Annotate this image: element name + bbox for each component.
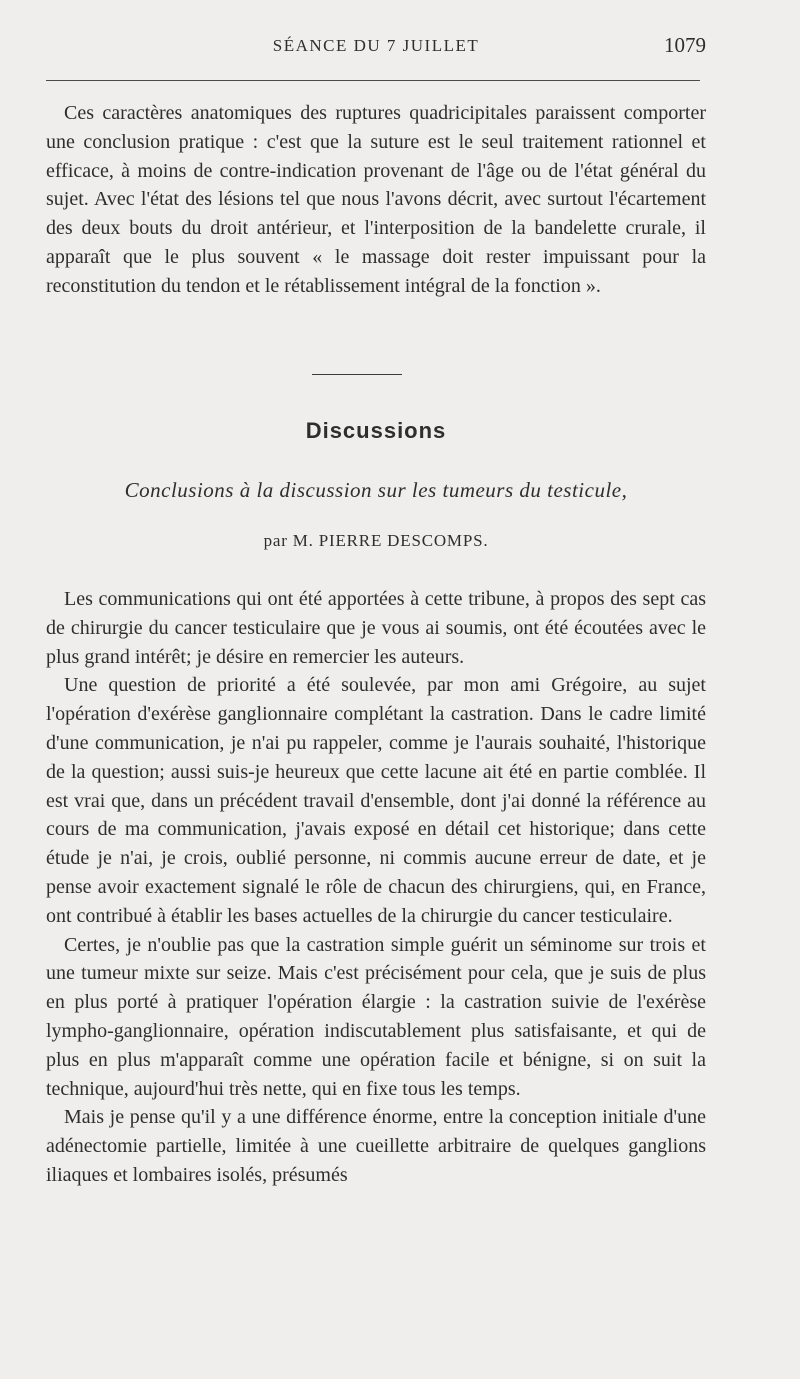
- page-header: [46, 33, 706, 64]
- intro-paragraph: Ces caractères anatomiques des ruptures quadricipitales paraissent comporter une conclusion pratique : c'est que la suture est le seul traitement rationnel et efficace, à moins de contre-indication provenant de l'âge ou de l'état général du sujet. Avec l'état des lésions tel que nous l'avons décrit, avec surtout l'écartement des deux bouts du droit antérieur, et l'interposition de la bandelette crurale, il apparaît que le plus souvent « le massage doit rester impuissant pour la reconstitution du tendon et le rétablissement intégral de la fonction ».: [46, 102, 706, 297]
- paragraph-3: Certes, je n'oublie pas que la castration simple guérit un séminome sur trois et une tumeur mixte sur seize. Mais c'est précisément pour cela, que je suis de plus en plus porté à pratiquer l'opération élargie : la castration suivie de l'exérèse lympho-ganglionnaire, opération indiscutablement plus satisfaisante, et qui de plus en plus m'apparaît comme une opération facile et bénigne, si on suit la technique, aujourd'hui très nette, qui en fixe tous les temps.: [46, 933, 706, 1100]
- paragraph-2: Une question de priorité a été soulevée, par mon ami Grégoire, au sujet l'opération d'exérèse ganglionnaire complétant la castration. Dans le cadre limité d'une communication, je n'ai pu rappeler, comme je l'aurais souhaité, l'historique de la question; aussi suis-je heureux que cette lacune ait été en partie comblée. Il est vrai que, dans un précédent travail d'ensemble, dont j'ai donné la référence au cours de ma communication, j'avais exposé en détail cet historique; dans cette étude je n'ai, je crois, oublié personne, ni commis aucune erreur de date, et je pense avoir exactement signalé le rôle de chacun des chirurgiens, qui, en France, ont contribué à établir les bases actuelles de la chirurgie du cancer testiculaire.: [46, 674, 706, 927]
- paragraph-4: Mais je pense qu'il y a une différence énorme, entre la conception initiale d'une adénectomie partielle, limitée à une cueillette arbitraire de quelques ganglions iliaques et lombaires isolés, présumés: [46, 1106, 706, 1186]
- intro-text-block: [46, 99, 706, 301]
- running-head: SÉANCE DU 7 JUILLET: [272, 36, 480, 55]
- discussion-text-block: [46, 585, 706, 1190]
- page-number: 1079: [664, 33, 706, 57]
- author-line: par M. PIERRE DESCOMPS.: [263, 531, 489, 550]
- section-title: Discussions: [305, 418, 447, 443]
- section-subtitle: Conclusions à la discussion sur les tumeurs du testicule,: [124, 478, 628, 502]
- section-separator: [312, 374, 402, 375]
- header-rule: [46, 80, 700, 81]
- paragraph-1: Les communications qui ont été apportées à cette tribune, à propos des sept cas de chirurgie du cancer testiculaire que je vous ai soumis, ont été écoutées avec le plus grand intérêt; je désire en remercier les auteurs.: [46, 588, 706, 668]
